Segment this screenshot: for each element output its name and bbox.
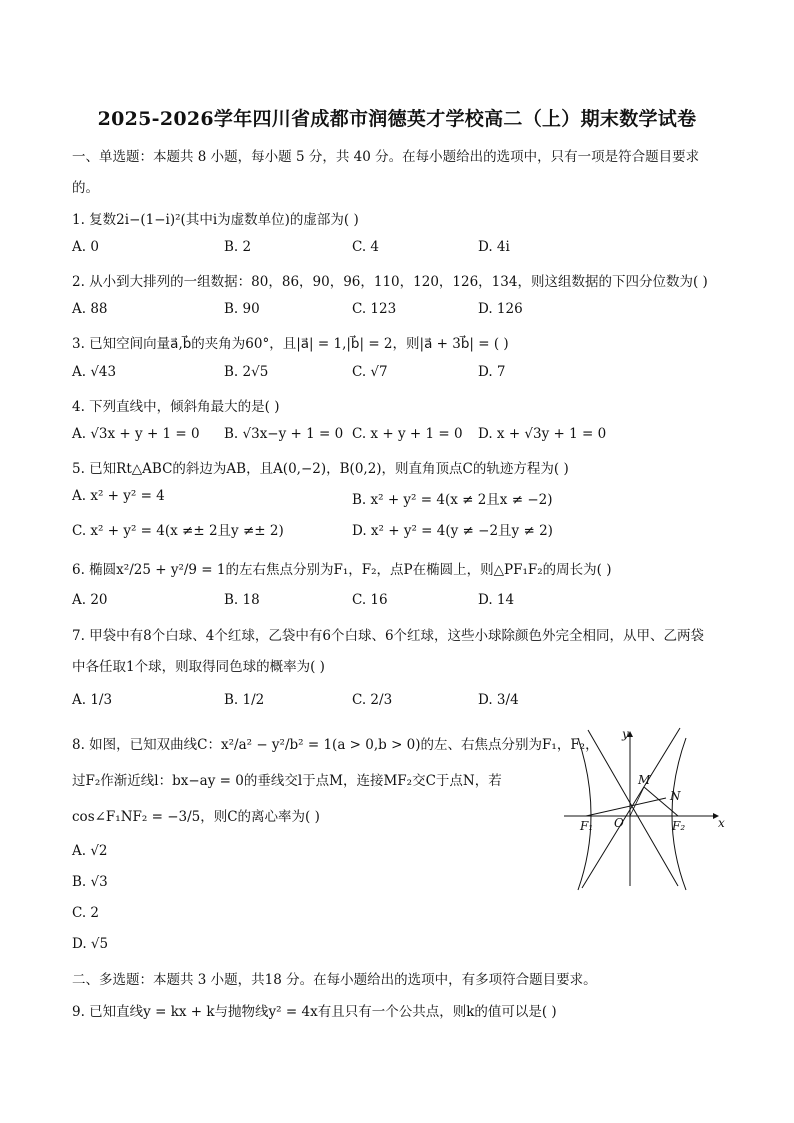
option-a: A. √2 xyxy=(72,843,108,859)
option-d: D. 14 xyxy=(478,592,515,608)
option-c: C. 2/3 xyxy=(352,692,393,708)
question-6-stem: 6. 椭圆x²/25 + y²/9 = 1的左右焦点分别为F₁，F₂，点P在椭圆上，则△PF₁F₂的周长为( ) xyxy=(72,562,612,578)
option-d: D. √5 xyxy=(72,936,109,952)
option-b: B. 1/2 xyxy=(224,692,265,708)
label-y: y xyxy=(622,727,629,741)
option-d: D. x + √3y + 1 = 0 xyxy=(478,426,607,442)
option-d: D. x² + y² = 4(y ≠ −2且y ≠ 2) xyxy=(352,523,553,539)
option-c: C. 16 xyxy=(352,592,388,608)
label-n: N xyxy=(670,789,681,803)
option-a: A. 20 xyxy=(72,592,108,608)
label-f1: F₁ xyxy=(580,819,594,833)
label-m: M xyxy=(638,773,651,787)
option-a: A. 0 xyxy=(72,239,99,255)
option-d: D. 3/4 xyxy=(478,692,519,708)
option-a: A. x² + y² = 4 xyxy=(72,488,165,504)
option-a: A. √3x + y + 1 = 0 xyxy=(72,426,200,442)
hyperbola-diagram xyxy=(560,726,730,891)
question-8-stem-cont: 过F₂作渐近线l：bx−ay = 0的垂线交l于点M，连接MF₂交C于点N，若 xyxy=(72,773,502,789)
option-c: C. x + y + 1 = 0 xyxy=(352,426,463,442)
option-c: C. 123 xyxy=(352,301,397,317)
question-7-stem-cont: 中各任取1个球，则取得同色球的概率为( ) xyxy=(72,659,325,675)
hyperbola-figure xyxy=(560,726,730,891)
question-1-stem: 1. 复数2i−(1−i)²(其中i为虚数单位)的虚部为( ) xyxy=(72,212,359,228)
section-1-heading-cont: 的。 xyxy=(72,180,99,196)
page-title: 2025-2026学年四川省成都市润德英才学校高二（上）期末数学试卷 xyxy=(97,108,697,130)
question-7-stem: 7. 甲袋中有8个白球、4个红球，乙袋中有6个白球、6个红球，这些小球除颜色外完全相同，从甲、乙两袋 xyxy=(72,628,705,644)
option-c: C. 4 xyxy=(352,239,380,255)
section-1-heading: 一、单选题：本题共 8 小题，每小题 5 分，共 40 分。在每小题给出的选项中，只有一项是符合题目要求 xyxy=(72,149,700,165)
question-8-stem-cont2: cos∠F₁NF₂ = −3/5，则C的离心率为( ) xyxy=(72,809,320,825)
option-b: B. 2 xyxy=(224,239,252,255)
segment-o-m xyxy=(630,787,644,816)
option-d: D. 126 xyxy=(478,301,523,317)
option-d: D. 4i xyxy=(478,239,510,255)
question-2-stem: 2. 从小到大排列的一组数据：80，86，90，96，110，120，126，134，则这组数据的下四分位数为( ) xyxy=(72,274,708,290)
label-f2: F₂ xyxy=(672,819,686,833)
hyperbola-right-branch xyxy=(672,738,686,890)
option-b: B. 2√5 xyxy=(224,364,269,380)
label-x: x xyxy=(718,816,725,830)
section-2-heading: 二、多选题：本题共 3 小题，共18 分。在每小题给出的选项中，有多项符合题目要求。 xyxy=(72,972,597,988)
question-5-stem: 5. 已知Rt△ABC的斜边为AB，且A(0,−2)，B(0,2)，则直角顶点C的轨迹方程为( ) xyxy=(72,461,569,477)
option-b: B. 18 xyxy=(224,592,260,608)
question-8-stem: 8. 如图，已知双曲线C：x²/a² − y²/b² = 1(a > 0,b > 0)的左、右焦点分别为F₁，F₂， xyxy=(72,737,599,753)
option-a: A. √43 xyxy=(72,364,117,380)
option-a: A. 1/3 xyxy=(72,692,113,708)
option-c: C. 2 xyxy=(72,905,100,921)
question-3-stem: 3. 已知空间向量a⃗,b⃗的夹角为60°，且|a⃗| = 1,|b⃗| = 2，则|a⃗ + 3b⃗| = ( ) xyxy=(72,336,509,352)
option-a: A. 88 xyxy=(72,301,108,317)
option-b: B. 90 xyxy=(224,301,260,317)
question-9-stem: 9. 已知直线y = kx + k与抛物线y² = 4x有且只有一个公共点，则k的值可以是( ) xyxy=(72,1004,557,1020)
option-d: D. 7 xyxy=(478,364,506,380)
option-c: C. x² + y² = 4(x ≠± 2且y ≠± 2) xyxy=(72,523,284,539)
hyperbola-left-branch xyxy=(578,738,594,890)
option-c: C. √7 xyxy=(352,364,388,380)
option-b: B. √3x−y + 1 = 0 xyxy=(224,426,344,442)
label-o: O xyxy=(614,816,624,830)
option-b: B. x² + y² = 4(x ≠ 2且x ≠ −2) xyxy=(352,492,553,508)
segment-f1-n xyxy=(586,798,666,816)
question-4-stem: 4. 下列直线中，倾斜角最大的是( ) xyxy=(72,399,280,415)
option-b: B. √3 xyxy=(72,874,108,890)
